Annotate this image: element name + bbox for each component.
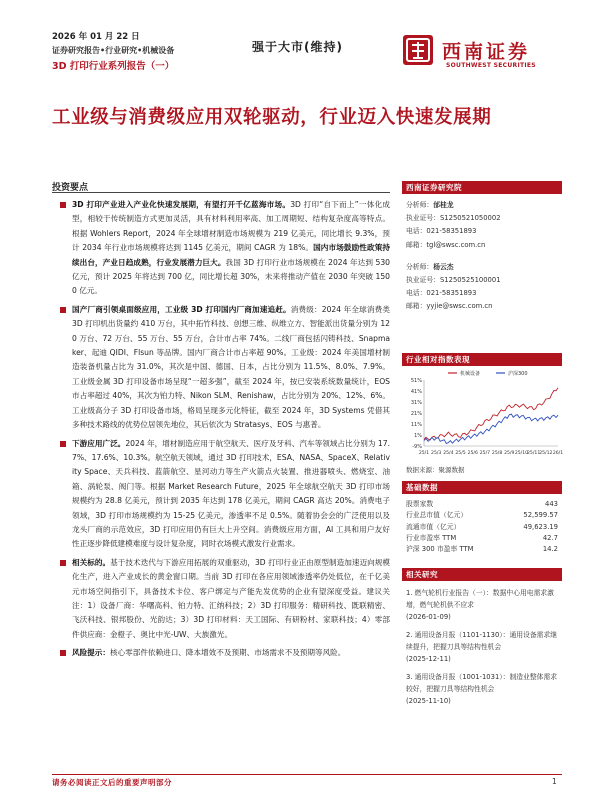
point-paragraph [60,198,390,299]
x-tick-label: 25/6 [467,451,478,456]
key-data-label: 股票家数 [406,500,434,508]
y-tick-label: 51% [410,378,422,384]
key-data-value: 14.2 [542,545,558,554]
investment-points-heading: 投资要点 [52,183,89,193]
bullet-icon [60,307,66,313]
related-research-heading: 相关研究 [402,568,562,581]
series-line-industry [424,388,558,440]
analyst-block [402,199,562,252]
x-tick-label: 25/10 [514,451,529,456]
point-lead: 下游应用广泛。 [72,438,126,448]
report-date: 2026 年 01 月 22 日 [52,32,140,42]
key-data-row [402,544,562,555]
report-title: 工业级与消费级应用双轮驱动，行业迈入快速发展期 [52,107,492,128]
analyst-block [402,261,562,314]
point-lead: 风险提示： [72,648,110,658]
key-data-value: 42.7 [542,533,558,542]
analyst-email[interactable]: 邮箱：yyjie@swsc.com.cn [406,302,493,311]
point-lead: 国内市场鼓励性政策持续出台，产业日趋成熟，行业发展潜力巨大。 [72,243,391,267]
related-research-box [402,568,562,713]
analyst-cert: 执业证号：S1250525100001 [406,276,501,285]
investment-points [60,198,390,665]
point-text: 基于技术迭代与下游应用拓展的双重驱动，3D 打印行业正由原型制造加速迈向规模化生产，进入产业成长的黄金窗口期。当前 3D 打印在各应用领域渗透率仍处低位，在千亿美元市场空间指引下，具备技术卡位、客户绑定与产能先发优势的企业有望深度受益。建议关注：1）设备厂商：华曙高科、铂力特、汇纳科技；2）3D 打印服务：精研科技、既联精密、飞沃科技、银邦股份、光韵达；3）3D 打印材料：天工国际、有研粉材、家联科技；4）零部件供应商：金橙子、奥比中光-UW、大族激光。 [72,557,391,639]
x-tick-label: 26/1 [552,451,564,456]
bullet-icon [60,650,66,656]
y-tick-label: 41% [410,389,422,395]
x-tick-label: 25/12 [539,451,553,456]
related-report-title: 2. 通用设备月报（1101-1130）：通用设备需求继续提升，把握刀具等结构性机会 [406,631,558,651]
analysts-box [402,181,562,314]
key-data-label: 行业市盈率 TTM [406,533,457,542]
point-text: 核心零部件依赖进口、降本增效不及预期、市场需求不及预期等风险。 [109,648,346,658]
analyst-role: 分析师： [406,262,434,271]
point-paragraph [60,646,390,660]
point-paragraph [60,556,390,642]
footer-divider [52,774,562,775]
key-data-label: 流通市值（亿元） [406,522,461,531]
related-report-link[interactable] [402,671,562,707]
point-lead: 国产厂商引领桌面级应用，工业级 3D 打印国内厂商加速追赶。 [72,304,291,314]
report-series: 3D 打印行业系列报告（一） [52,61,175,72]
bullet-icon [60,560,66,566]
x-tick-label: 25/7 [479,451,491,456]
logo-mark-icon [402,34,434,66]
x-tick-label: 25/8 [491,451,503,456]
analyst-role: 分析师： [406,201,434,209]
point-lead: 相关标的。 [72,557,111,567]
analyst-email[interactable]: 邮箱：tgl@swsc.com.cn [406,240,486,249]
index-chart-heading: 行业相对指数表现 [402,353,562,366]
bullet-icon [60,441,66,447]
related-report-title: 1. 燃气轮机行业报告（一）：数据中心用电需求激增，燃气轮机供不应求 [406,589,554,609]
heading-divider [52,192,390,193]
x-tick-label: 25/1 [418,451,430,456]
chart-source: 数据来源：聚源数据 [406,466,465,474]
related-report-title: 3. 通用设备月报（1001-1031）：制造业整体需求较好，把握刀具等结构性机会 [406,673,558,693]
legend-label: 沪深300 [508,371,528,377]
report-category: 证券研究报告•行业研究•机械设备 [52,46,175,55]
y-tick-label: 31% [410,400,422,406]
key-data-row [402,522,562,533]
legend-label: 机械设备 [460,371,481,377]
key-data-box [402,481,562,555]
related-report-link[interactable] [402,587,562,623]
key-data-row [402,499,562,510]
x-tick-label: 25/9 [504,451,515,456]
analyst-cert: 执业证号：S1250521050002 [406,214,501,223]
bullet-icon [60,202,66,208]
x-tick-label: 25/4 [443,451,454,456]
logo-en-text: SOUTHWEST SECURITIES [446,62,536,69]
key-data-label: 沪深 300 市盈率 TTM [406,545,474,554]
key-data-value: 443 [545,500,558,508]
point-text: 消费级：2024 年全球消费类 3D 打印机出货量约 410 万台，其中拓竹科技、创想三维、纵维立方、智能派出货量分别为 120 万台、72 万台、55 万台、55 万台，合计市占率 74%。二线厂商包括闪铸科技、Snapmaker、起迪 QIDI、Flsun 等品牌。国内厂商合计市占率超 90%。工业级：2024 年美国增材制造装备机量占比为 31.0%，其次是中国、德国、日本，占比分别为 11.5%、8.0%、7.9%。工业级金属 3D 打印设备市场呈现“一超多强”，截至 2024 年，按已安装系统数量统计，EOS 市占率超过 40%，其次为铂力特、Nikon SLM、Renishaw，占比分别为 20%、12%、6%。工业级高分子 3D 打印设备市场，格局呈现多元化特征，截至 2024 年，3D Systems 凭借其多种技术路线的优势位居领先地位，其后依次为 Stratasys、EOS 与惠普。 [72,304,390,430]
key-data-row [402,510,562,521]
analysts-heading: 西南证券研究院 [402,181,562,194]
point-lead: 3D 打印产业进入产业化快速发展期，有望打开千亿蓝海市场。 [72,200,291,209]
analyst-phone: 电话：021-58351893 [406,227,477,236]
index-chart-header [402,353,562,366]
x-tick-label: 25/5 [455,451,466,456]
point-text: 2024 年，增材制造应用于航空航天、医疗及牙科、汽车等领域占比分别为 17.7%、17.6%、10.3%。航空航天领域，通过 3D 打印技术，ESA、NASA、SpaceX、Relativity Space、天兵科技、蓝箭航空、星河动力等生产火箭点火装置、推进器喷头、燃烧室、油箱、涡轮泵、阀门等。根据 Market Research Future，2025 年全球航空航天 3D 打印市场规模约为 28.8 亿美元，预计到 2035 年达到 178 亿美元，期间 CAGR 高达 20%。消费电子领域，3D 打印市场规模约为 15-25 亿美元，渗透率不足 0.5%。随着协会会的广泛使用以及龙头厂商的示范效应，3D 打印应用仍有巨大上升空间。消费级应用方面，AI 工具和用户友好性正逐步降低建模难度与设计复杂度，同时衣场模式激发行业需求。 [72,438,391,549]
related-report-date: (2025-12-11) [406,655,451,663]
related-report-link[interactable] [402,629,562,665]
company-logo [400,33,560,75]
key-data-value: 49,623.19 [523,522,558,531]
point-paragraph [60,303,390,433]
key-data-row [402,533,562,544]
y-tick-label: 1% [414,433,422,439]
key-data-label: 行业总市值（亿元） [406,511,468,520]
analyst-name: 邰桂龙 [433,201,454,209]
x-tick-label: 25/11 [527,451,541,456]
point-paragraph [60,437,390,552]
analyst-phone: 电话：021-58351893 [406,289,477,298]
analyst-name: 杨云杰 [433,262,454,271]
footer-disclaimer: 请务必阅读正文后的重要声明部分 [52,778,172,787]
key-data-value: 52,599.57 [523,511,558,520]
y-tick-label: 21% [410,411,422,417]
related-report-date: (2026-01-09) [406,613,451,621]
x-tick-label: 25/3 [431,451,442,456]
rating: 强于大市(维持) [252,40,343,54]
page-number: 1 [552,777,557,786]
y-tick-label: 11% [410,422,422,428]
key-data-heading: 基础数据 [402,481,562,494]
y-tick-label: -9% [412,444,422,450]
point-text: 3D 打印“自下而上”一体化成型，相较于传统制造方式更加灵活，具有材料利用率高、加工周期短、结构复杂度高等特点。根据 Wohlers Report，2024 年全球增材制造市场规模为 219 亿美元，同比增长 9.3%，预计 2034 年行业市场规模将达到 1145 亿美元，期间 CAGR 为 18%。 [72,200,390,253]
header-left [52,31,252,74]
point-text: 我国 3D 打印行业市场规模在 2024 年达到 530 亿元，预计 2025 年将达到 700 亿，同比增长超 30%，未来将推动产值在 2030 年突破 1500 亿元。 [72,257,390,296]
logo-cn-text: 西南证券 [442,41,531,63]
index-chart [402,366,562,462]
related-report-date: (2025-11-10) [406,697,451,705]
